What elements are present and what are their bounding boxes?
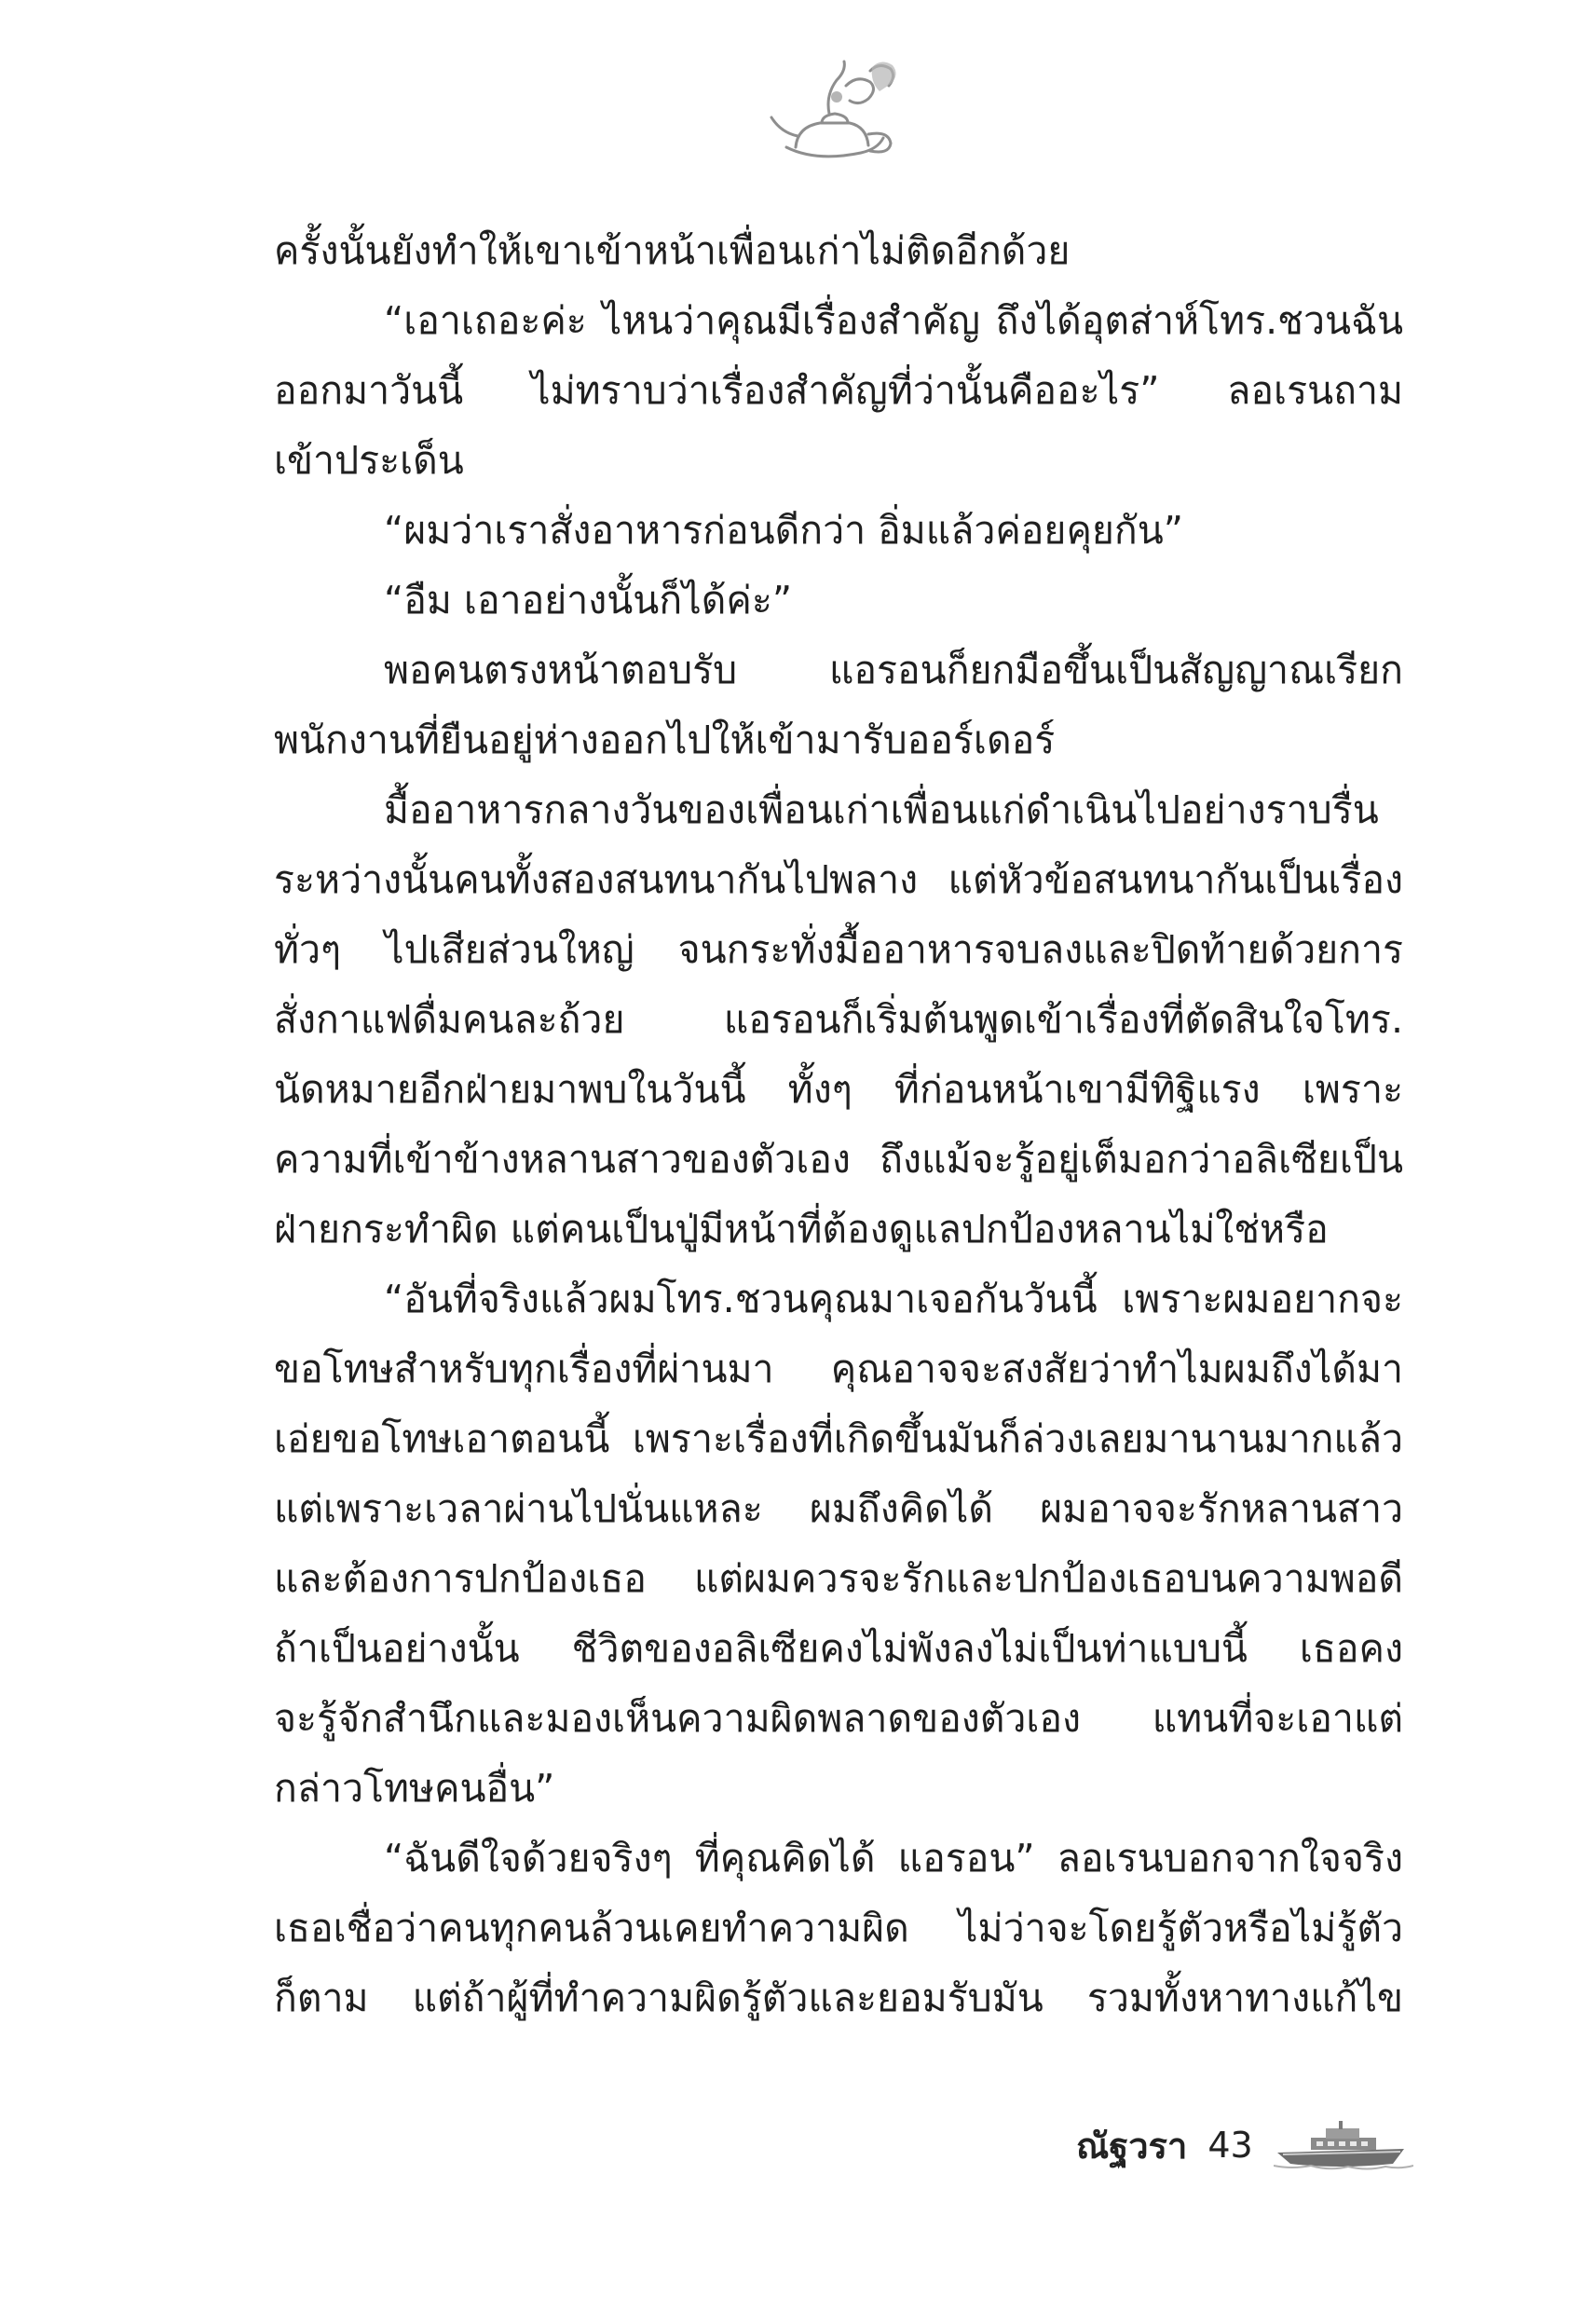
text-line: ทั่วๆ ไปเสียส่วนใหญ่ จนกระทั่งมื้ออาหารจบลงและปิดท้ายด้วยการ — [274, 927, 1403, 972]
text-line: ออกมาวันนี้ ไม่ทราบว่าเรื่องสำคัญที่ว่านั้นคืออะไร” ลอเรนถาม — [274, 368, 1403, 413]
text-line: สั่งกาแฟดื่มคนละถ้วย แอรอนก็เริ่มต้นพูดเข้าเรื่องที่ตัดสินใจโทร. — [274, 997, 1403, 1042]
text-body — [274, 216, 1403, 2033]
text-line: ขอโทษสำหรับทุกเรื่องที่ผ่านมา คุณอาจจะสงสัยว่าทำไมผมถึงได้มา — [274, 1347, 1403, 1391]
text-line: ครั้งนั้นยังทำให้เขาเข้าหน้าเพื่อนเก่าไม่ติดอีกด้วย — [274, 228, 1071, 273]
text-line: ระหว่างนั้นคนทั้งสองสนทนากันไปพลาง แต่หัวข้อสนทนากันเป็นเรื่อง — [274, 857, 1403, 902]
text-line: “ผมว่าเราสั่งอาหารก่อนดีกว่า อิ่มแล้วค่อยคุยกัน” — [384, 508, 1183, 553]
text-line: ก็ตาม แต่ถ้าผู้ที่ทำความผิดรู้ตัวและยอมรับมัน รวมทั้งหาทางแก้ไข — [274, 1976, 1403, 2020]
page-footer — [1076, 2117, 1413, 2173]
text-line: ฝ่ายกระทำผิด แต่คนเป็นปู่มีหน้าที่ต้องดูแลปกป้องหลานไม่ใช่หรือ — [274, 1207, 1329, 1251]
text-line: กล่าวโทษคนอื่น” — [274, 1766, 555, 1811]
text-line: “อืม เอาอย่างนั้นก็ได้ค่ะ” — [384, 578, 793, 622]
text-line: พนักงานที่ยืนอยู่ห่างออกไปให้เข้ามารับออร์เดอร์ — [274, 718, 1056, 762]
text-line: “ฉันดีใจด้วยจริงๆ ที่คุณคิดได้ แอรอน” ลอเรนบอกจากใจจริง — [384, 1836, 1403, 1880]
boat-icon — [1274, 2117, 1413, 2173]
text-line: นัดหมายอีกฝ่ายมาพบในวันนี้ ทั้งๆ ที่ก่อนหน้าเขามีทิฐิแรง เพราะ — [274, 1067, 1403, 1112]
text-line: จะรู้จักสำนึกและมองเห็นความผิดพลาดของตัวเอง แทนที่จะเอาแต่ — [274, 1696, 1403, 1741]
text-line: เข้าประเด็น — [274, 438, 464, 483]
text-line: “อันที่จริงแล้วผมโทร.ชวนคุณมาเจอกันวันนี้ เพราะผมอยากจะ — [384, 1277, 1403, 1321]
author-name: ณัฐวรา — [1076, 2125, 1188, 2167]
text-line: แต่เพราะเวลาผ่านไปนั่นแหละ ผมถึงคิดได้ ผมอาจจะรักหลานสาว — [274, 1486, 1403, 1531]
text-line: “เอาเถอะค่ะ ไหนว่าคุณมีเรื่องสำคัญ ถึงได้อุตส่าห์โทร.ชวนฉัน — [384, 298, 1403, 343]
text-line: เธอเชื่อว่าคนทุกคนล้วนเคยทำความผิด ไม่ว่าจะโดยรู้ตัวหรือไม่รู้ตัว — [274, 1906, 1403, 1950]
text-line: เอ่ยขอโทษเอาตอนนี้ เพราะเรื่องที่เกิดขึ้นมันก็ล่วงเลยมานานมากแล้ว — [274, 1416, 1403, 1461]
text-line: และต้องการปกป้องเธอ แต่ผมควรจะรักและปกป้องเธอบนความพอดี — [274, 1556, 1403, 1601]
text-line: มื้ออาหารกลางวันของเพื่อนเก่าเพื่อนแก่ดำเนินไปอย่างราบรื่น — [384, 787, 1379, 832]
text-line: ถ้าเป็นอย่างนั้น ชีวิตของอลิเซียคงไม่พังลงไม่เป็นท่าแบบนี้ เธอคง — [274, 1626, 1403, 1671]
text-line: พอคนตรงหน้าตอบรับ แอรอนก็ยกมือขึ้นเป็นสัญญาณเรียก — [384, 648, 1403, 692]
text-line: ความที่เข้าข้างหลานสาวของตัวเอง ถึงแม้จะรู้อยู่เต็มอกว่าอลิเซียเป็น — [274, 1137, 1403, 1182]
page-number: 43 — [1207, 2125, 1253, 2166]
teapot-ornament-icon — [760, 58, 907, 170]
